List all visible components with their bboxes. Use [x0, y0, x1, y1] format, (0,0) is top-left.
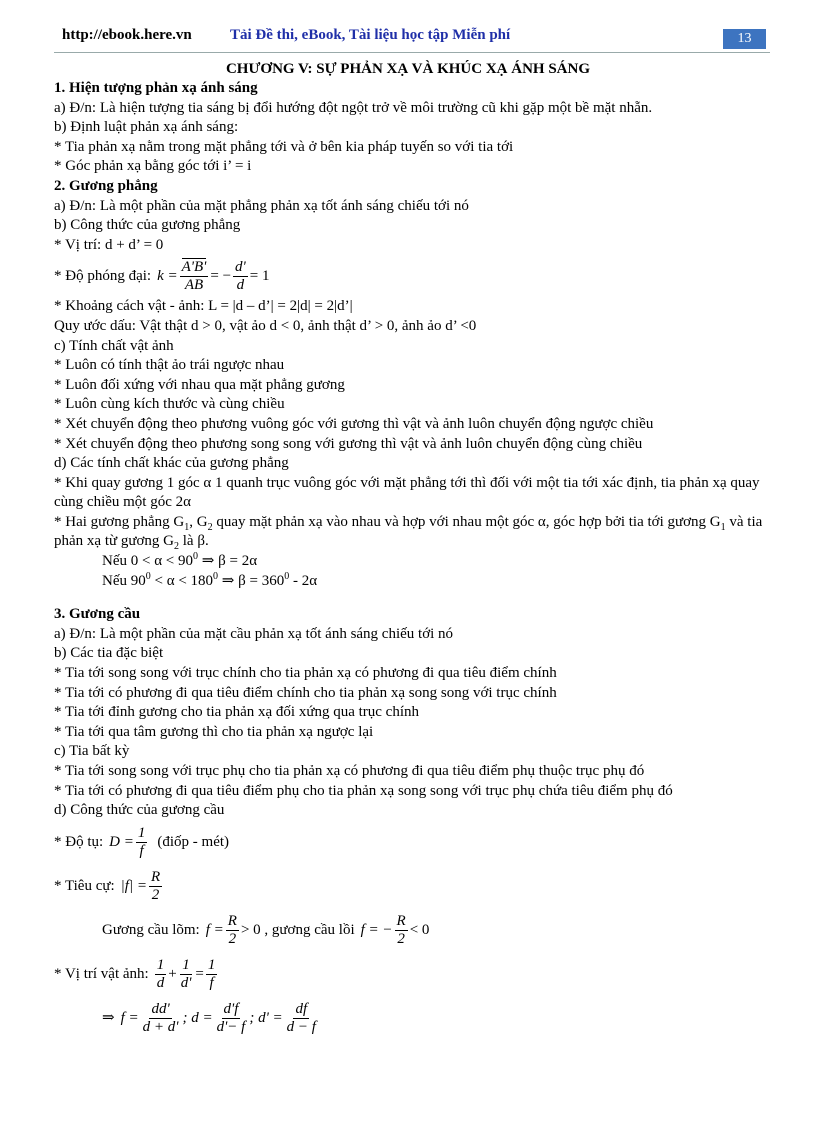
section-3-heading: 3. Gương cầu — [54, 606, 141, 623]
formula-symbol: |f| = — [120, 877, 147, 894]
s2-line: * Vị trí: d + d’ = 0 — [54, 236, 164, 253]
fraction-denominator: d' — [180, 975, 192, 992]
s1-line: b) Định luật phản xạ ánh sáng: — [54, 119, 239, 136]
spacer — [54, 591, 776, 605]
formula-text: > 0 , gương cầu lồi — [240, 921, 355, 938]
s3-line: * Tia tới song song với trục chính cho tia phản xạ có phương đi qua tiêu điểm chính — [54, 665, 557, 682]
s2-line: * Luôn có tính thật ảo trái ngược nhau — [54, 357, 285, 374]
case-line-2 — [54, 572, 776, 592]
subscript: 1 — [720, 521, 726, 533]
formula-symbol: D = — [109, 833, 134, 850]
s2-line: a) Đ/n: Là một phần của mặt phẳng phản xạ tốt ánh sáng chiếu tới nó — [54, 197, 469, 214]
s2-line: * Xét chuyển động theo phương song song với gương thì vật và ảnh luôn chuyển động cùng chiều — [54, 435, 643, 452]
formula-text: < 0 — [409, 921, 430, 938]
fraction-numerator: dd' — [151, 1001, 170, 1018]
fraction-numerator: R — [227, 913, 237, 930]
s3-line: a) Đ/n: Là một phần của mặt cầu phản xạ tốt ánh sáng chiếu tới nó — [54, 625, 454, 642]
formula-symbol: f = — [120, 1009, 139, 1026]
focal-length-formula — [54, 865, 776, 909]
s3-line: d) Công thức của gương cầu — [54, 802, 225, 819]
s3-line: c) Tia bất kỳ — [54, 743, 130, 760]
fraction-numerator: 1 — [182, 957, 190, 974]
section-2-heading: 2. Gương phẳng — [54, 177, 158, 194]
fraction — [226, 913, 239, 948]
fraction — [285, 1001, 318, 1036]
fraction — [233, 259, 248, 294]
magnification-formula — [54, 255, 776, 297]
mag-label: * Độ phóng đại: — [54, 267, 152, 284]
operator: = — [195, 965, 204, 982]
fraction — [215, 1001, 248, 1036]
fraction — [155, 957, 167, 992]
s3-line: * Tia tới có phương đi qua tiêu điểm chính cho tia phản xạ song song với trục chính — [54, 684, 557, 701]
s2-line: * Xét chuyển động theo phương vuông góc với gương thì vật và ảnh luôn chuyển động ngược chiều — [54, 415, 654, 432]
case-line-1 — [54, 552, 776, 572]
fraction-numerator: 1 — [156, 957, 165, 974]
text: và tia phản xạ từ gương G — [54, 513, 763, 550]
formula-symbol: f = — [205, 921, 224, 938]
formula-unit: (điốp - mét) — [157, 833, 230, 850]
mag-eq: = − — [210, 267, 232, 284]
text: là β. — [179, 533, 209, 550]
fraction-denominator: d'− f — [216, 1019, 246, 1036]
s3-line: b) Các tia đặc biệt — [54, 645, 164, 662]
page-number-badge: 13 — [723, 29, 766, 49]
fraction-numerator: R — [396, 913, 406, 930]
fraction-numerator: 1 — [207, 957, 216, 974]
s2-paragraph: * Khi quay gương 1 góc α 1 quanh trục vuông góc với mặt phẳng tới thì đối với một tia tới xác định, tia phản xạ quay cùng chiều một góc 2α — [54, 474, 760, 511]
formula-symbol: f = − — [360, 921, 393, 938]
superscript: 0 — [193, 551, 199, 563]
text: , G — [189, 513, 208, 530]
s2-line: * Khoảng cách vật - ảnh: L = |d – d’| = 2|d| = 2|d’| — [54, 298, 353, 315]
mag-tail: = 1 — [249, 267, 270, 284]
fraction — [136, 825, 148, 860]
fraction-numerator: d' — [235, 258, 246, 275]
document-body — [54, 79, 776, 1041]
chapter-title: CHƯƠNG V: SỰ PHẢN XẠ VÀ KHÚC XẠ ÁNH SÁNG — [225, 61, 591, 77]
formula-label: * Vị trí vật ảnh: — [54, 965, 149, 982]
object-image-formula — [54, 953, 776, 997]
s1-line: a) Đ/n: Là hiện tượng tia sáng bị đổi hướng đột ngột trở về môi trường cũ khi gặp một bề mặt nhẵn. — [54, 99, 653, 116]
fraction — [141, 1001, 181, 1036]
implies-arrow: ⇒ — [102, 1009, 115, 1026]
s2-line: * Luôn cùng kích thước và cùng chiều — [54, 396, 285, 413]
overline-text: A'B' — [181, 258, 207, 275]
fraction-denominator: f — [139, 843, 144, 860]
mirror-type-formula — [54, 909, 776, 953]
fraction — [149, 869, 162, 904]
fraction-numerator: df — [295, 1001, 308, 1018]
s2-paragraph-mirrors — [54, 513, 776, 552]
s2-line: Quy ước dấu: Vật thật d > 0, vật ảo d < 0, ảnh thật d’ > 0, ảnh ảo d’ <0 — [54, 317, 477, 334]
fraction-denominator: AB — [184, 276, 204, 293]
text: - 2α — [289, 572, 318, 589]
subscript: 1 — [184, 521, 190, 533]
s3-line: * Tia tới có phương đi qua tiêu điểm phụ cho tia phản xạ song song với trục phụ chứa tiêu điểm phụ đó — [54, 782, 673, 799]
fraction-denominator: d — [156, 975, 165, 992]
fraction-denominator: 2 — [151, 887, 160, 904]
header-divider — [54, 52, 770, 53]
superscript: 0 — [145, 570, 151, 582]
fraction — [395, 913, 408, 948]
section-1-heading: 1. Hiện tượng phản xạ ánh sáng — [54, 80, 258, 96]
formula-label: Gương cầu lõm: — [102, 921, 200, 938]
s2-line: c) Tính chất vật ảnh — [54, 337, 174, 354]
s1-line: * Góc phản xạ bằng góc tới i’ = i — [54, 158, 252, 175]
fraction-numerator: 1 — [137, 825, 146, 842]
formula-symbol: ; d' = — [249, 1009, 283, 1026]
fraction-denominator: d — [236, 276, 245, 293]
operator: + — [168, 965, 177, 982]
fraction-numerator — [180, 259, 209, 277]
s2-line: * Luôn đối xứng với nhau qua mặt phẳng gương — [54, 376, 345, 393]
fraction-denominator: d − f — [286, 1019, 316, 1036]
power-formula — [54, 821, 776, 865]
derived-formulas — [54, 997, 776, 1041]
fraction-denominator: 2 — [397, 931, 405, 948]
text: < α < 180 — [150, 572, 214, 589]
fraction-numerator: R — [150, 869, 161, 886]
s2-line: d) Các tính chất khác của gương phẳng — [54, 455, 289, 472]
text: ⇒ β = 360 — [218, 572, 285, 589]
fraction-numerator: d'f — [223, 1001, 239, 1018]
superscript: 0 — [213, 570, 219, 582]
fraction — [180, 259, 209, 294]
s3-line: * Tia tới song song với trục phụ cho tia phản xạ có phương đi qua tiêu điểm phụ thuộc trục phụ đó — [54, 763, 645, 779]
formula-symbol: ; d = — [182, 1009, 213, 1026]
formula-label: * Tiêu cự: — [54, 877, 115, 894]
subscript: 2 — [207, 521, 213, 533]
fraction-denominator: 2 — [228, 931, 237, 948]
header-url[interactable]: http://ebook.here.vn — [62, 27, 192, 43]
superscript: 0 — [284, 570, 290, 582]
fraction — [206, 957, 218, 992]
text: quay mặt phản xạ vào nhau và hợp với nhau một góc α, góc hợp bởi tia tới gương G — [212, 513, 721, 530]
text: Nếu 90 — [102, 572, 146, 589]
s1-line: * Tia phản xạ nằm trong mặt phẳng tới và ở bên kia pháp tuyến so với tia tới — [54, 138, 514, 155]
s3-line: * Tia tới qua tâm gương thì cho tia phản xạ ngược lại — [54, 723, 374, 740]
mag-k: k = — [157, 267, 178, 284]
text: ⇒ β = 2α — [198, 553, 258, 570]
subscript: 2 — [174, 541, 180, 553]
formula-label: * Độ tụ: — [54, 833, 104, 850]
text: * Hai gương phẳng G — [54, 513, 185, 530]
fraction-denominator: f — [209, 975, 214, 992]
s3-line: * Tia tới đỉnh gương cho tia phản xạ đối xứng qua trục chính — [54, 704, 420, 721]
s2-line: b) Công thức của gương phẳng — [54, 217, 241, 234]
header-tagline: Tải Đề thi, eBook, Tài liệu học tập Miễn phí — [230, 27, 511, 43]
fraction-denominator: d + d' — [142, 1019, 179, 1036]
fraction — [179, 957, 194, 992]
text: Nếu 0 < α < 90 — [102, 553, 194, 570]
